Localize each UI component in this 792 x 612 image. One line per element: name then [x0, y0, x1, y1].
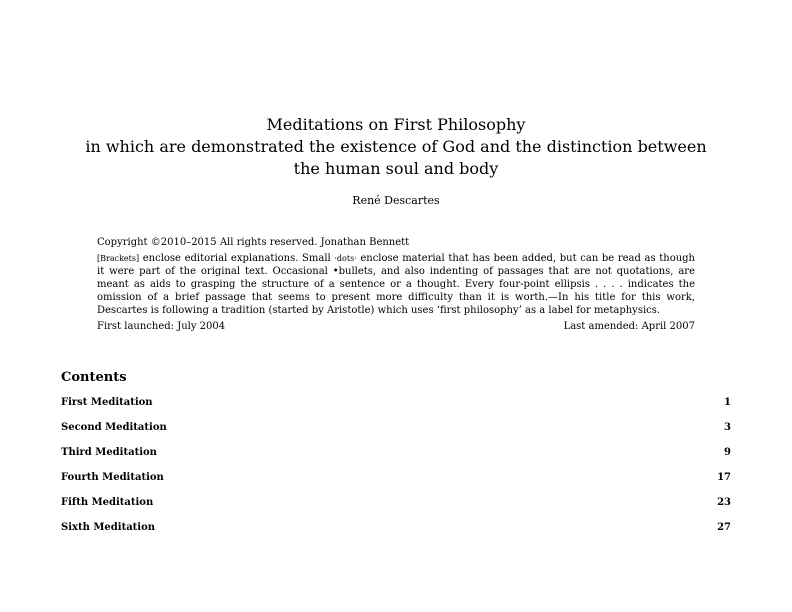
toc-item-page: 23 [717, 497, 731, 508]
contents-heading: Contents [61, 370, 127, 385]
brackets-word: [Brackets] [97, 254, 140, 263]
toc-item-label: Third Meditation [61, 447, 157, 458]
toc-item-label: Second Meditation [61, 422, 167, 433]
toc-item-page: 9 [724, 447, 731, 458]
toc-item-third-meditation[interactable] [61, 447, 731, 472]
title-line-2: in which are demonstrated the existence of God and the distinction between [85, 137, 707, 156]
author: René Descartes [352, 194, 440, 207]
title-block [0, 114, 792, 180]
first-launched: First launched: July 2004 [97, 321, 226, 332]
toc-item-label: Fifth Meditation [61, 497, 154, 508]
title-line-3: the human soul and body [293, 159, 499, 178]
editorial-explanation [97, 252, 695, 317]
copyright-notice: Copyright ©2010–2015 All rights reserved. Jonathan Bennett [97, 237, 410, 248]
toc-item-second-meditation[interactable] [61, 422, 731, 447]
toc-item-page: 1 [724, 397, 731, 408]
title-line-1: Meditations on First Philosophy [266, 115, 526, 134]
toc-item-label: First Meditation [61, 397, 153, 408]
toc-item-first-meditation[interactable] [61, 397, 731, 422]
explanation-part-2: enclose material that has been added, but can be read as though it were part of the original text. Occasional •bullets, and also indenting of passages that are not quotations, are meant as aids to grasping the structure of a sentence or a thought. Every four-point ellipsis . . . . indicates the omission of a brief passage that seems to present more difficulty than it is worth.—In his title for this work, Descartes is following a tradition (started by Aristotle) which uses ‘first philosophy’ as a label for metaphysics. [97, 253, 695, 316]
explanation-part-1: enclose editorial explanations. Small [139, 253, 335, 264]
toc-item-fifth-meditation[interactable] [61, 497, 731, 522]
toc-item-fourth-meditation[interactable] [61, 472, 731, 497]
toc-item-label: Fourth Meditation [61, 472, 164, 483]
table-of-contents [61, 370, 731, 547]
editorial-notes [97, 236, 695, 333]
dates-row [97, 320, 695, 333]
toc-item-page: 17 [717, 472, 731, 483]
dots-word: ·dots· [334, 254, 357, 263]
toc-item-label: Sixth Meditation [61, 522, 156, 533]
toc-item-page: 27 [717, 522, 731, 533]
toc-item-page: 3 [724, 422, 731, 433]
last-amended: Last amended: April 2007 [563, 321, 695, 332]
toc-item-sixth-meditation[interactable] [61, 522, 731, 547]
